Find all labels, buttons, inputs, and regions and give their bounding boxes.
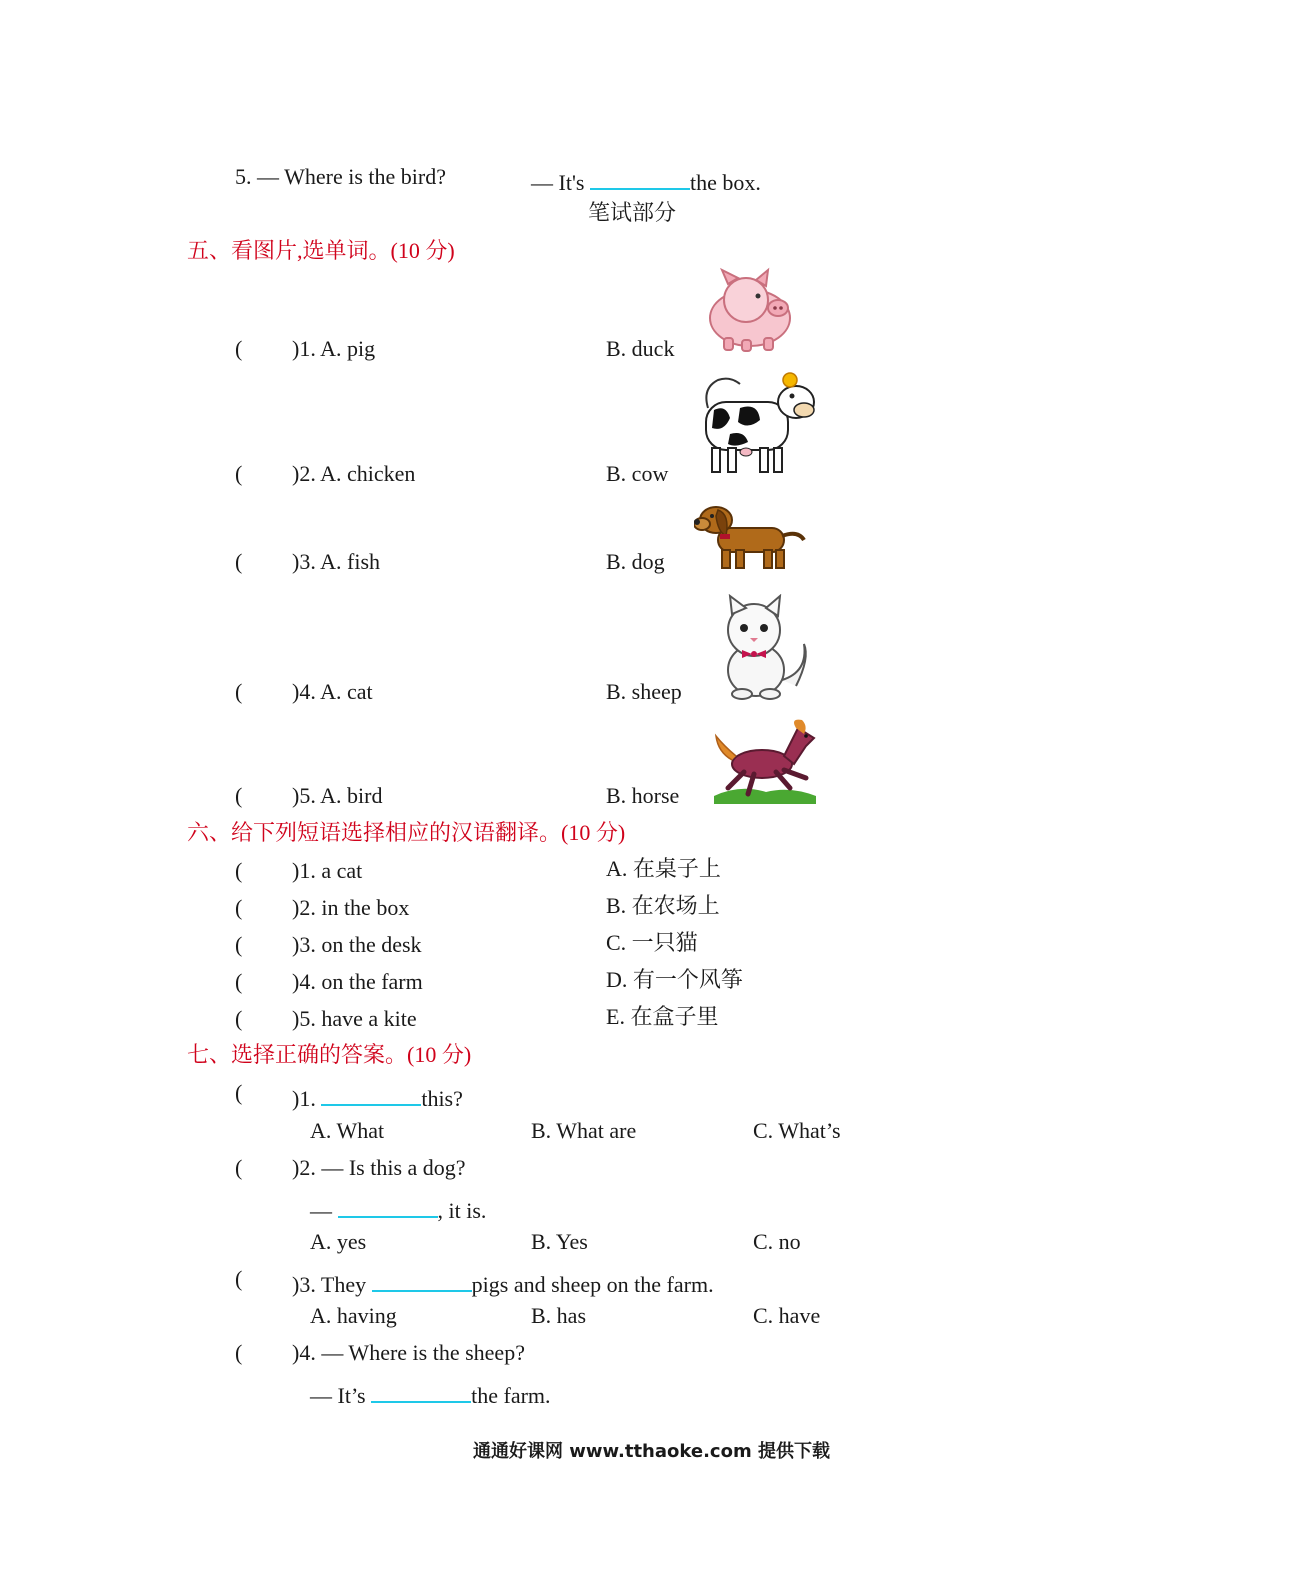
answer-blank	[321, 1082, 421, 1106]
section6-phrase-2: )2. in the box	[292, 895, 410, 920]
q3-paren: (	[235, 1266, 243, 1291]
section6-option-4: D. 有一个风筝	[606, 967, 743, 992]
q4-line1: )4. — Where is the sheep?	[292, 1340, 525, 1365]
section6-paren-2: (	[235, 895, 243, 920]
q1-stem	[292, 1082, 463, 1110]
cat-picture	[712, 594, 814, 700]
section6-phrase-4: )4. on the farm	[292, 969, 423, 994]
q3-option-b: B. has	[531, 1303, 586, 1328]
section6-paren-4: (	[235, 969, 243, 994]
section5-option-b-5: B. horse	[606, 783, 680, 808]
dog-picture	[694, 500, 806, 572]
answer-blank	[590, 166, 690, 190]
q1-suffix: this?	[421, 1086, 463, 1111]
answer-blank	[371, 1379, 471, 1403]
q3-stem	[292, 1268, 714, 1296]
q4-answer	[310, 1379, 551, 1407]
section6-option-3: C. 一只猫	[606, 930, 698, 955]
pig-picture	[700, 266, 800, 354]
section5-option-a-2: )2. A. chicken	[292, 461, 416, 486]
top-question: 5. — Where is the bird?	[235, 164, 446, 189]
q2-line1: )2. — Is this a dog?	[292, 1155, 466, 1180]
written-part-title: 笔试部分	[588, 200, 677, 225]
section5-heading: 五、看图片,选单词。(10 分)	[187, 238, 455, 263]
section6-paren-3: (	[235, 932, 243, 957]
section6-phrase-1: )1. a cat	[292, 858, 363, 883]
section5-option-b-4: B. sheep	[606, 679, 682, 704]
q2-option-c: C. no	[753, 1229, 801, 1254]
top-answer-prefix: — It's	[531, 170, 585, 195]
section5-paren-5: (	[235, 783, 243, 808]
section5-paren-1: (	[235, 336, 243, 361]
top-answer	[531, 166, 761, 194]
q3-suffix: pigs and sheep on the farm.	[471, 1272, 714, 1297]
footer-source: 通通好课网 www.tthaoke.com 提供下载	[473, 1441, 830, 1462]
q1-option-b: B. What are	[531, 1118, 637, 1143]
q4-paren: (	[235, 1340, 243, 1365]
section6-phrase-3: )3. on the desk	[292, 932, 422, 957]
answer-blank	[338, 1194, 438, 1218]
q1-option-c: C. What’s	[753, 1118, 841, 1143]
section6-paren-1: (	[235, 858, 243, 883]
horse-picture	[710, 716, 820, 806]
q1-prefix: )1.	[292, 1086, 316, 1111]
section5-option-b-1: B. duck	[606, 336, 675, 361]
q2-suffix: , it is.	[437, 1198, 487, 1223]
cow-picture	[700, 368, 820, 484]
q4-suffix: the farm.	[471, 1383, 551, 1408]
q3-option-a: A. having	[310, 1303, 397, 1328]
q2-option-b: B. Yes	[531, 1229, 588, 1254]
section5-paren-4: (	[235, 679, 243, 704]
top-answer-suffix: the box.	[689, 170, 761, 195]
q3-prefix: )3. They	[292, 1272, 367, 1297]
section6-paren-5: (	[235, 1006, 243, 1031]
section5-option-a-5: )5. A. bird	[292, 783, 383, 808]
q2-dash: —	[310, 1198, 332, 1223]
section5-option-b-2: B. cow	[606, 461, 669, 486]
section5-paren-3: (	[235, 549, 243, 574]
answer-blank	[372, 1268, 472, 1292]
section5-option-a-1: )1. A. pig	[292, 336, 376, 361]
q1-option-a: A. What	[310, 1118, 385, 1143]
q2-answer	[310, 1194, 486, 1222]
q1-paren: (	[235, 1080, 243, 1105]
section5-paren-2: (	[235, 461, 243, 486]
q4-prefix: — It’s	[310, 1383, 366, 1408]
section6-heading: 六、给下列短语选择相应的汉语翻译。(10 分)	[187, 820, 626, 845]
section5-option-b-3: B. dog	[606, 549, 665, 574]
section6-option-2: B. 在农场上	[606, 893, 720, 918]
section7-heading: 七、选择正确的答案。(10 分)	[187, 1042, 472, 1067]
section5-option-a-3: )3. A. fish	[292, 549, 380, 574]
section6-option-1: A. 在桌子上	[606, 856, 721, 881]
q2-option-a: A. yes	[310, 1229, 367, 1254]
q3-option-c: C. have	[753, 1303, 821, 1328]
q2-paren: (	[235, 1155, 243, 1180]
section5-option-a-4: )4. A. cat	[292, 679, 373, 704]
section6-option-5: E. 在盒子里	[606, 1004, 719, 1029]
section6-phrase-5: )5. have a kite	[292, 1006, 417, 1031]
